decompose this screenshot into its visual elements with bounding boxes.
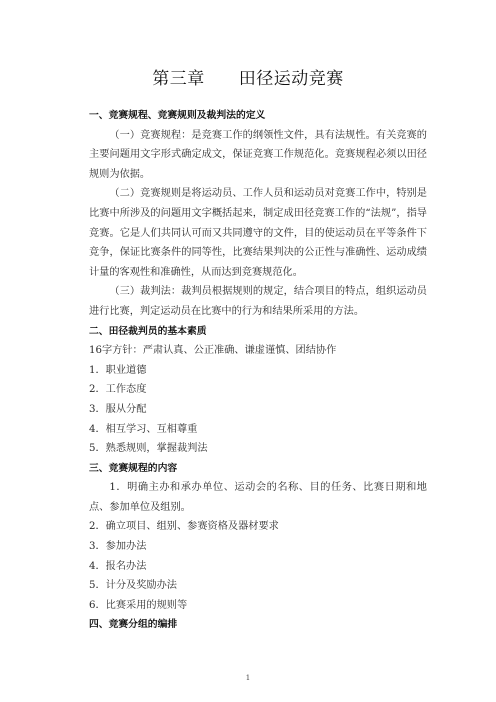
list-item: 4．相互学习、互相尊重 xyxy=(89,423,198,435)
paragraph-competition-rules: （一）竞赛规程：是竞赛工作的纲领性文件，具有法规性。有关竞赛的主要问题用文字形式确定成文，保证竞赛工作规范化。竞赛规程必须以田径规则为依据。 xyxy=(89,129,427,180)
list-item: 3．服从分配 xyxy=(89,403,147,415)
page-number: 1 xyxy=(245,674,251,682)
document-body xyxy=(89,106,427,635)
list-item: 1．职业道德 xyxy=(89,364,147,376)
list-item: 3．参加办法 xyxy=(89,541,147,553)
section-heading-2: 二、田径裁判员的基本素质 xyxy=(89,325,207,337)
paragraph-officiating-method: （三）裁判法：裁判员根据规则的规定，结合项目的特点，组织运动员进行比赛，判定运动员在比赛中的行为和结果所采用的方法。 xyxy=(89,286,427,317)
list-item: 1．明确主办和承办单位、运动会的名称、目的任务、比赛日期和地点、参加单位及组别。 xyxy=(89,482,427,513)
chapter-number: 第三章 xyxy=(152,69,205,89)
chapter-title xyxy=(0,64,496,89)
list-item: 5．熟悉规则，掌握裁判法 xyxy=(89,443,208,455)
section-heading-3: 三、竞赛规程的内容 xyxy=(89,462,178,474)
section-heading-4: 四、竞赛分组的编排 xyxy=(89,619,178,631)
list-item: 4．报名办法 xyxy=(89,560,147,572)
list-item: 6．比赛采用的规则等 xyxy=(89,599,188,611)
principle-16-characters: 16字方针：严肃认真、公正准确、谦虚谨慎、团结协作 xyxy=(89,345,337,357)
list-item: 2．确立项目、组别、参赛资格及器材要求 xyxy=(89,521,279,533)
paragraph-competition-regulations: （二）竞赛规则是将运动员、工作人员和运动员对竞赛工作中，特别是比赛中所涉及的问题用文字概括起来，制定成田径竞赛工作的“法规”，指导竞赛。它是人们共同认可而又共同遵守的文件，目的使运动员在平等条件下竞争，保证比赛条件的同等性，比赛结果判决的公正性与准确性、运动成绩计量的客观性和准确性，从而达到竞赛规范化。 xyxy=(89,188,427,278)
section-heading-1: 一、竞赛规程、竞赛规则及裁判法的定义 xyxy=(89,110,266,121)
list-item: 2．工作态度 xyxy=(89,384,147,396)
chapter-name: 田径运动竞赛 xyxy=(238,69,344,89)
list-item: 5．计分及奖励办法 xyxy=(89,580,177,592)
